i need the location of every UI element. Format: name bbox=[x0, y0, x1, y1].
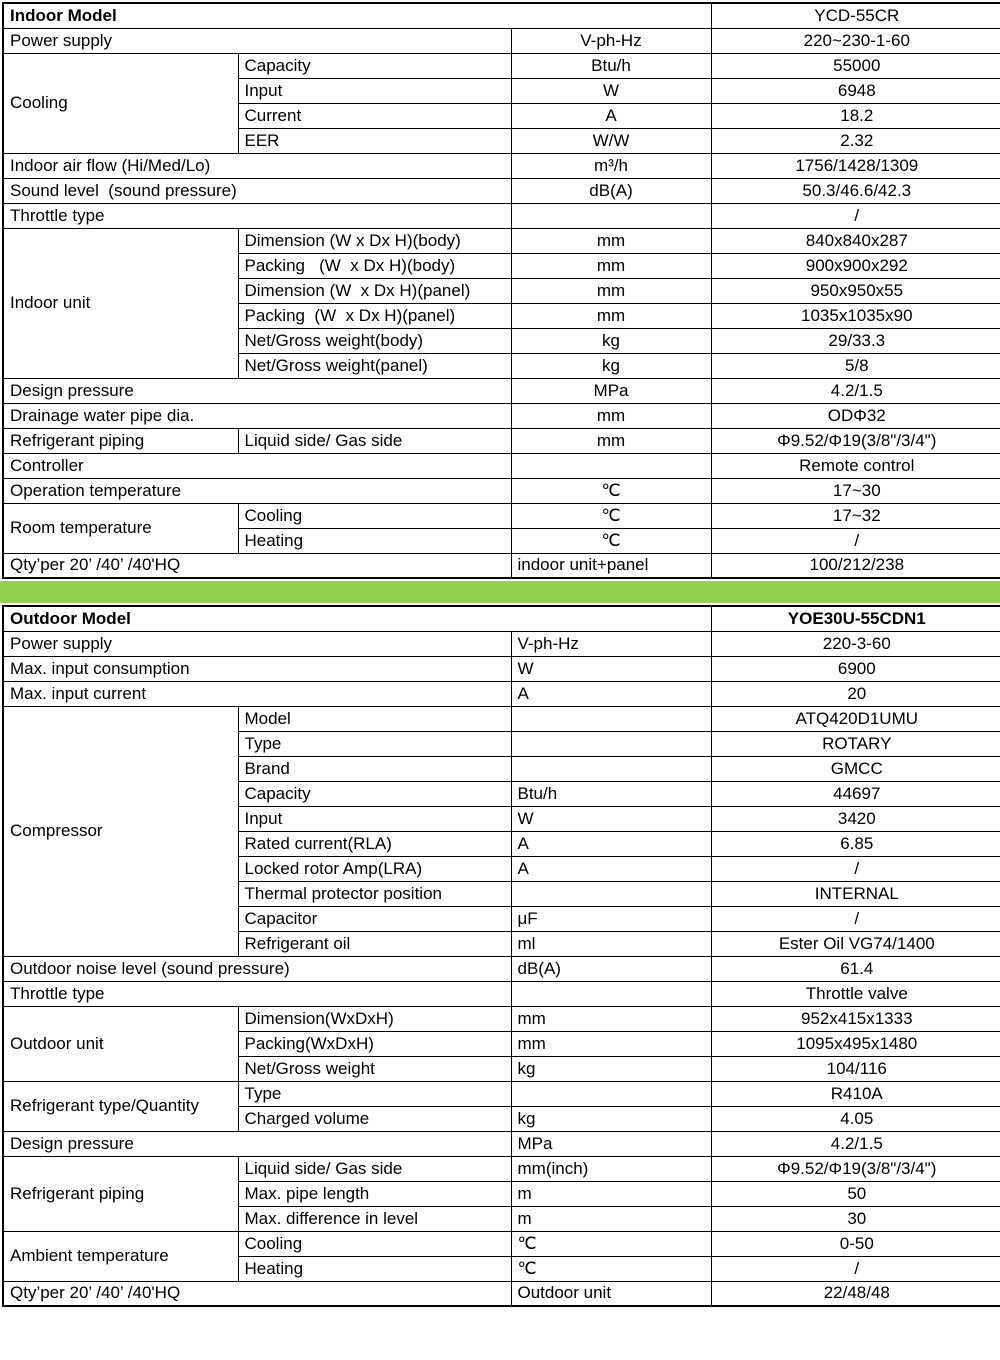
value-cell: 50.3/46.6/42.3 bbox=[711, 178, 1000, 203]
unit-cell: μF bbox=[511, 906, 711, 931]
unit-cell: ℃ bbox=[511, 478, 711, 503]
outdoor-spec-table bbox=[2, 605, 1000, 1307]
value-cell: 1756/1428/1309 bbox=[711, 153, 1000, 178]
sub-label-cell: Liquid side/ Gas side bbox=[238, 428, 511, 453]
row-label-cell: Operation temperature bbox=[3, 478, 511, 503]
unit-cell: V-ph-Hz bbox=[511, 631, 711, 656]
value-cell: 900x900x292 bbox=[711, 253, 1000, 278]
sub-label-cell: Refrigerant oil bbox=[238, 931, 511, 956]
unit-cell: mm bbox=[511, 1006, 711, 1031]
row-label-cell: Room temperature bbox=[3, 503, 238, 553]
row-label-cell: Qty’per 20’ /40’ /40'HQ bbox=[3, 553, 511, 578]
row-label-cell: Design pressure bbox=[3, 1131, 511, 1156]
unit-cell: kg bbox=[511, 353, 711, 378]
unit-cell: mm bbox=[511, 403, 711, 428]
value-cell: 29/33.3 bbox=[711, 328, 1000, 353]
sub-label-cell: Rated current(RLA) bbox=[238, 831, 511, 856]
value-cell: 2.32 bbox=[711, 128, 1000, 153]
sub-label-cell: Current bbox=[238, 103, 511, 128]
row-label-cell: Qty’per 20’ /40’ /40'HQ bbox=[3, 1281, 511, 1306]
sub-label-cell: Net/Gross weight(panel) bbox=[238, 353, 511, 378]
value-cell: / bbox=[711, 528, 1000, 553]
row-label-cell: Power supply bbox=[3, 631, 511, 656]
sub-label-cell: Cooling bbox=[238, 1231, 511, 1256]
unit-cell: kg bbox=[511, 1056, 711, 1081]
table-row bbox=[3, 553, 1000, 578]
value-cell: YCD-55CR bbox=[711, 3, 1000, 28]
unit-cell: ℃ bbox=[511, 528, 711, 553]
sub-label-cell: Dimension (W x Dx H)(body) bbox=[238, 228, 511, 253]
value-cell: GMCC bbox=[711, 756, 1000, 781]
row-label-cell: Indoor air flow (Hi/Med/Lo) bbox=[3, 153, 511, 178]
sub-label-cell: Cooling bbox=[238, 503, 511, 528]
value-cell: 20 bbox=[711, 681, 1000, 706]
value-cell: 55000 bbox=[711, 53, 1000, 78]
row-label-cell: Outdoor noise level (sound pressure) bbox=[3, 956, 511, 981]
value-cell: 1035x1035x90 bbox=[711, 303, 1000, 328]
sub-label-cell: Max. pipe length bbox=[238, 1181, 511, 1206]
table-row bbox=[3, 178, 1000, 203]
value-cell: Φ9.52/Φ19(3/8"/3/4") bbox=[711, 428, 1000, 453]
value-cell: ROTARY bbox=[711, 731, 1000, 756]
unit-cell: A bbox=[511, 831, 711, 856]
table-row bbox=[3, 606, 1000, 631]
value-cell: 6.85 bbox=[711, 831, 1000, 856]
value-cell: R410A bbox=[711, 1081, 1000, 1106]
value-cell: 1095x495x1480 bbox=[711, 1031, 1000, 1056]
value-cell: / bbox=[711, 856, 1000, 881]
sub-label-cell: Capacity bbox=[238, 53, 511, 78]
table-row bbox=[3, 203, 1000, 228]
table-row bbox=[3, 503, 1000, 528]
value-cell: 0-50 bbox=[711, 1231, 1000, 1256]
value-cell: 18.2 bbox=[711, 103, 1000, 128]
value-cell: 220-3-60 bbox=[711, 631, 1000, 656]
value-cell: 840x840x287 bbox=[711, 228, 1000, 253]
row-label-cell: Design pressure bbox=[3, 378, 511, 403]
value-cell: 44697 bbox=[711, 781, 1000, 806]
value-cell: 100/212/238 bbox=[711, 553, 1000, 578]
sub-label-cell: Net/Gross weight bbox=[238, 1056, 511, 1081]
value-cell: Throttle valve bbox=[711, 981, 1000, 1006]
table-row bbox=[3, 453, 1000, 478]
value-cell: 6948 bbox=[711, 78, 1000, 103]
value-cell: Φ9.52/Φ19(3/8"/3/4") bbox=[711, 1156, 1000, 1181]
value-cell: 50 bbox=[711, 1181, 1000, 1206]
unit-cell: MPa bbox=[511, 1131, 711, 1156]
unit-cell: A bbox=[511, 856, 711, 881]
row-label-cell: Power supply bbox=[3, 28, 511, 53]
row-label-cell: Compressor bbox=[3, 706, 238, 956]
unit-cell: kg bbox=[511, 328, 711, 353]
row-label-cell: Outdoor Model bbox=[3, 606, 711, 631]
value-cell: 4.05 bbox=[711, 1106, 1000, 1131]
unit-cell: Btu/h bbox=[511, 781, 711, 806]
indoor-spec-table bbox=[2, 2, 1000, 579]
unit-cell: mm bbox=[511, 303, 711, 328]
spec-sheet bbox=[0, 2, 1000, 1307]
row-label-cell: Throttle type bbox=[3, 203, 511, 228]
unit-cell: m bbox=[511, 1181, 711, 1206]
unit-cell: mm(inch) bbox=[511, 1156, 711, 1181]
unit-cell bbox=[511, 981, 711, 1006]
table-row bbox=[3, 403, 1000, 428]
row-label-cell: Indoor Model bbox=[3, 3, 711, 28]
table-row bbox=[3, 3, 1000, 28]
table-row bbox=[3, 1281, 1000, 1306]
unit-cell: mm bbox=[511, 228, 711, 253]
unit-cell: W bbox=[511, 656, 711, 681]
value-cell: 950x950x55 bbox=[711, 278, 1000, 303]
value-cell: 220~230-1-60 bbox=[711, 28, 1000, 53]
table-row bbox=[3, 956, 1000, 981]
table-row bbox=[3, 706, 1000, 731]
value-cell: 5/8 bbox=[711, 353, 1000, 378]
unit-cell: ml bbox=[511, 931, 711, 956]
sub-label-cell: Heating bbox=[238, 1256, 511, 1281]
sub-label-cell: Packing(WxDxH) bbox=[238, 1031, 511, 1056]
unit-cell: ℃ bbox=[511, 1256, 711, 1281]
sub-label-cell: Capacitor bbox=[238, 906, 511, 931]
value-cell: Remote control bbox=[711, 453, 1000, 478]
table-row bbox=[3, 153, 1000, 178]
unit-cell bbox=[511, 706, 711, 731]
table-row bbox=[3, 28, 1000, 53]
value-cell: ODΦ32 bbox=[711, 403, 1000, 428]
table-row bbox=[3, 681, 1000, 706]
unit-cell bbox=[511, 203, 711, 228]
value-cell: 4.2/1.5 bbox=[711, 378, 1000, 403]
sub-label-cell: Dimension(WxDxH) bbox=[238, 1006, 511, 1031]
sub-label-cell: Packing (W x Dx H)(body) bbox=[238, 253, 511, 278]
sub-label-cell: Heating bbox=[238, 528, 511, 553]
table-row bbox=[3, 53, 1000, 78]
table-row bbox=[3, 1156, 1000, 1181]
value-cell: 17~30 bbox=[711, 478, 1000, 503]
table-row bbox=[3, 428, 1000, 453]
row-label-cell: Sound level (sound pressure) bbox=[3, 178, 511, 203]
sub-label-cell: Liquid side/ Gas side bbox=[238, 1156, 511, 1181]
table-row bbox=[3, 1006, 1000, 1031]
row-label-cell: Max. input current bbox=[3, 681, 511, 706]
unit-cell: mm bbox=[511, 253, 711, 278]
sub-label-cell: Packing (W x Dx H)(panel) bbox=[238, 303, 511, 328]
table-row bbox=[3, 228, 1000, 253]
unit-cell: MPa bbox=[511, 378, 711, 403]
unit-cell: dB(A) bbox=[511, 178, 711, 203]
unit-cell bbox=[511, 756, 711, 781]
unit-cell: Outdoor unit bbox=[511, 1281, 711, 1306]
unit-cell: indoor unit+panel bbox=[511, 553, 711, 578]
unit-cell: ℃ bbox=[511, 1231, 711, 1256]
row-label-cell: Cooling bbox=[3, 53, 238, 153]
row-label-cell: Throttle type bbox=[3, 981, 511, 1006]
unit-cell bbox=[511, 731, 711, 756]
unit-cell bbox=[511, 1081, 711, 1106]
unit-cell: A bbox=[511, 681, 711, 706]
sub-label-cell: Type bbox=[238, 1081, 511, 1106]
value-cell: INTERNAL bbox=[711, 881, 1000, 906]
table-row bbox=[3, 378, 1000, 403]
row-label-cell: Drainage water pipe dia. bbox=[3, 403, 511, 428]
sub-label-cell: Capacity bbox=[238, 781, 511, 806]
table-row bbox=[3, 631, 1000, 656]
unit-cell: dB(A) bbox=[511, 956, 711, 981]
unit-cell: m bbox=[511, 1206, 711, 1231]
sub-label-cell: EER bbox=[238, 128, 511, 153]
table-row bbox=[3, 1231, 1000, 1256]
unit-cell: m³/h bbox=[511, 153, 711, 178]
value-cell: 4.2/1.5 bbox=[711, 1131, 1000, 1156]
sub-label-cell: Brand bbox=[238, 756, 511, 781]
sub-label-cell: Refrigerant piping bbox=[3, 428, 238, 453]
row-label-cell: Refrigerant type/Quantity bbox=[3, 1081, 238, 1131]
unit-cell: mm bbox=[511, 278, 711, 303]
sub-label-cell: Locked rotor Amp(LRA) bbox=[238, 856, 511, 881]
value-cell: / bbox=[711, 1256, 1000, 1281]
unit-cell: W bbox=[511, 78, 711, 103]
sub-label-cell: Max. difference in level bbox=[238, 1206, 511, 1231]
row-label-cell: Outdoor unit bbox=[3, 1006, 238, 1081]
unit-cell: W/W bbox=[511, 128, 711, 153]
value-cell: 17~32 bbox=[711, 503, 1000, 528]
unit-cell: W bbox=[511, 806, 711, 831]
sub-label-cell: Net/Gross weight(body) bbox=[238, 328, 511, 353]
table-row bbox=[3, 478, 1000, 503]
unit-cell: Btu/h bbox=[511, 53, 711, 78]
row-label-cell: Ambient temperature bbox=[3, 1231, 238, 1281]
table-row bbox=[3, 656, 1000, 681]
table-row bbox=[3, 981, 1000, 1006]
sub-label-cell: Thermal protector position bbox=[238, 881, 511, 906]
unit-cell: V-ph-Hz bbox=[511, 28, 711, 53]
unit-cell: A bbox=[511, 103, 711, 128]
value-cell: 952x415x1333 bbox=[711, 1006, 1000, 1031]
value-cell: 61.4 bbox=[711, 956, 1000, 981]
sub-label-cell: Input bbox=[238, 806, 511, 831]
unit-cell bbox=[511, 881, 711, 906]
value-cell: 104/116 bbox=[711, 1056, 1000, 1081]
unit-cell: ℃ bbox=[511, 503, 711, 528]
sub-label-cell: Input bbox=[238, 78, 511, 103]
row-label-cell: Controller bbox=[3, 453, 511, 478]
value-cell: 3420 bbox=[711, 806, 1000, 831]
table-row bbox=[3, 1081, 1000, 1106]
value-cell: Ester Oil VG74/1400 bbox=[711, 931, 1000, 956]
sub-label-cell: Charged volume bbox=[238, 1106, 511, 1131]
value-cell: 30 bbox=[711, 1206, 1000, 1231]
value-cell: YOE30U-55CDN1 bbox=[711, 606, 1000, 631]
value-cell: ATQ420D1UMU bbox=[711, 706, 1000, 731]
value-cell: 6900 bbox=[711, 656, 1000, 681]
value-cell: / bbox=[711, 906, 1000, 931]
row-label-cell: Indoor unit bbox=[3, 228, 238, 378]
table-row bbox=[3, 1131, 1000, 1156]
unit-cell: mm bbox=[511, 428, 711, 453]
value-cell: / bbox=[711, 203, 1000, 228]
row-label-cell: Refrigerant piping bbox=[3, 1156, 238, 1231]
section-separator-bar bbox=[0, 581, 1000, 603]
row-label-cell: Max. input consumption bbox=[3, 656, 511, 681]
unit-cell bbox=[511, 453, 711, 478]
sub-label-cell: Dimension (W x Dx H)(panel) bbox=[238, 278, 511, 303]
sub-label-cell: Type bbox=[238, 731, 511, 756]
unit-cell: mm bbox=[511, 1031, 711, 1056]
value-cell: 22/48/48 bbox=[711, 1281, 1000, 1306]
sub-label-cell: Model bbox=[238, 706, 511, 731]
unit-cell: kg bbox=[511, 1106, 711, 1131]
